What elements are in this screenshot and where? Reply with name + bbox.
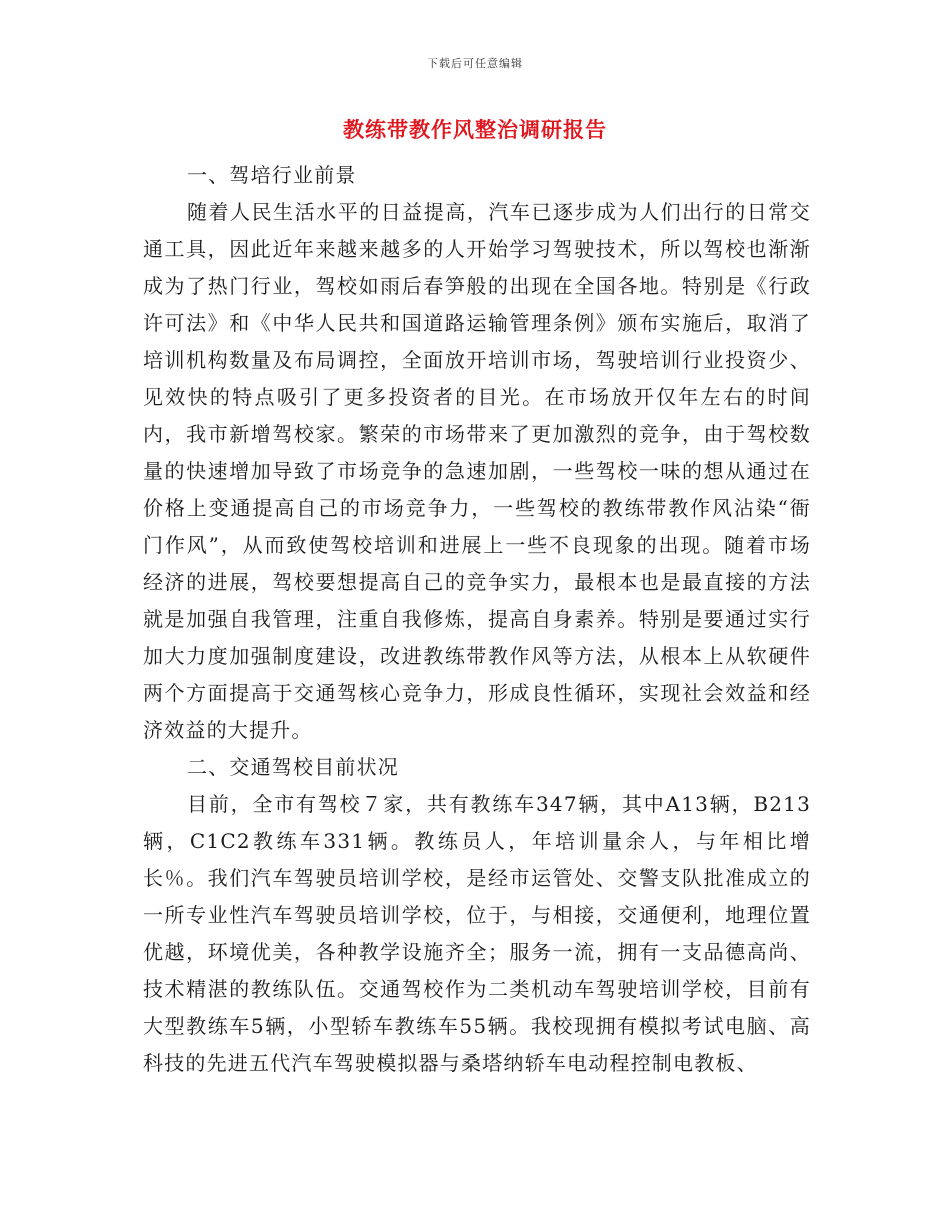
section-heading: 二、交通驾校目前状况 <box>187 755 399 779</box>
document-body <box>143 157 811 1082</box>
section-paragraph: 随着人民生活水平的日益提高，汽车已逐步成为人们出行的日常交通工具，因此近年来越来越多的人开始学习驾驶技术，所以驾校也渐渐成为了热门行业，驾校如雨后春笋般的出现在全国各地。特别是《行政许可法》和《中华人民共和国道路运输管理条例》颁布实施后，取消了培训机构数量及布局调控，全面放开培训市场，驾驶培训行业投资少、见效快的特点吸引了更多投资者的目光。在市场放开仅年左右的时间内，我市新增驾校家。繁荣的市场带来了更加激烈的竞争，由于驾校数量的快速增加导致了市场竞争的急速加剧，一些驾校一味的想从通过在价格上变通提高自己的市场竞争力，一些驾校的教练带教作风沾染“衙门作风”，从而致使驾校培训和进展上一些不良现象的出现。随着市场经济的进展，驾校要想提高自己的竞争实力，最根本也是最直接的方法就是加强自我管理，注重自我修炼，提高自身素养。特别是要通过实行加大力度加强制度建设，改进教练带教作风等方法，从根本上从软硬件两个方面提高于交通驾核心竞争力，形成良性循环，实现社会效益和经济效益的大提升。 <box>143 200 811 742</box>
document-title: 教练带教作风整治调研报告 <box>343 118 607 142</box>
section-paragraph: 目前，全市有驾校７家，共有教练车347辆，其中A13辆，B213辆，C1C2教练车331辆。教练员人，年培训量余人，与年相比增长％。我们汽车驾驶员培训学校，是经市运管处、交警支队批准成立的一所专业性汽车驾驶员培训学校，位于，与相接，交通便利，地理位置优越，环境优美，各种教学设施齐全；服务一流，拥有一支品德高尚、技术精湛的教练队伍。交通驾校作为二类机动车驾驶培训学校，目前有大型教练车5辆，小型轿车教练车55辆。我校现拥有模拟考试电脑、高科技的先进五代汽车驾驶模拟器与桑塔纳轿车电动程控制电教板、 <box>143 792 811 1075</box>
header-note: 下载后可任意编辑 <box>427 57 523 70</box>
section-heading: 一、驾培行业前景 <box>187 163 357 187</box>
